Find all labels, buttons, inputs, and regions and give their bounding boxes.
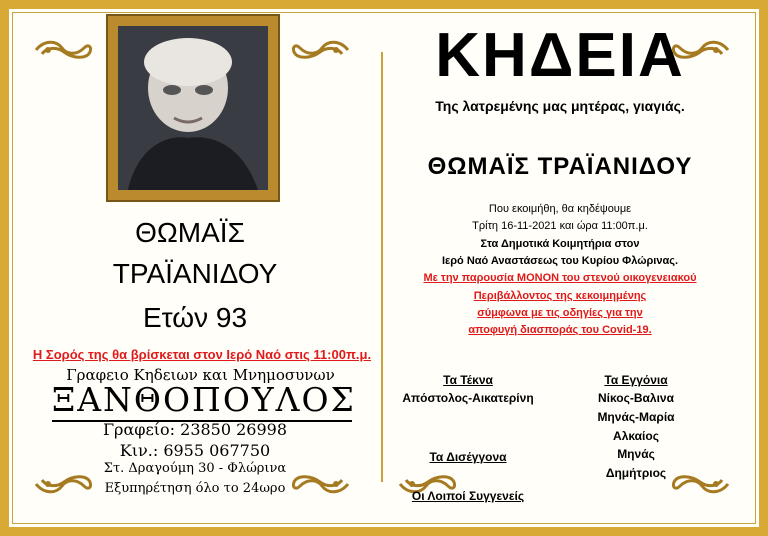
children-label: Τα Τέκνα bbox=[443, 373, 493, 387]
deceased-name: ΘΩΜΑΪΣ ΤΡΑΪΑΝΙΔΟΥ bbox=[427, 153, 693, 180]
portrait-photo bbox=[108, 16, 278, 200]
age: Ετών 93 bbox=[142, 302, 248, 333]
office-phone: Γραφείο: 23850 26998 bbox=[102, 420, 288, 439]
center-divider bbox=[381, 52, 383, 482]
tagline: Της λατρεμένης μας μητέρας, γιαγιάς. bbox=[435, 98, 685, 114]
page-title: ΚΗΔΕΙΑ bbox=[435, 21, 685, 90]
covid-line: αποφυγή διασποράς του Covid-19. bbox=[468, 324, 652, 336]
grandchild-name: Αλκαίος bbox=[613, 429, 659, 443]
funeral-line: Τρίτη 16-11-2021 και ώρα 11:00π.μ. bbox=[472, 220, 648, 232]
funeral-line: Στα Δημοτικά Κοιμητήρια στον bbox=[480, 238, 640, 250]
children-names: Απόστολος-Αικατερίνη bbox=[402, 391, 534, 405]
covid-line: Με την παρουσία ΜΟΝΟΝ του στενού οικογενειακού bbox=[423, 272, 697, 284]
address: Στ. Δραγούμη 30 - Φλώρινα bbox=[103, 461, 287, 476]
brand-name: ΞΑΝΘΟΠΟΥΛΟΣ bbox=[52, 380, 352, 422]
grandchild-name: Μηνάς bbox=[617, 447, 655, 461]
last-name: ΤΡΑΪΑΝΙΔΟΥ bbox=[112, 258, 278, 289]
funeral-line: Ιερό Ναό Αναστάσεως του Κυρίου Φλώρινας. bbox=[441, 255, 679, 267]
grandchild-name: Μηνάς-Μαρία bbox=[597, 410, 675, 424]
portrait-image bbox=[118, 26, 268, 190]
covid-line: σύμφωνα με τις οδηγίες για την bbox=[477, 307, 643, 319]
relatives-label: Οι Λοιποί Συγγενείς bbox=[411, 489, 525, 503]
flourish-icon bbox=[34, 38, 94, 62]
service-hours: Εξυπηρέτηση όλο το 24ωρο bbox=[104, 481, 286, 496]
funeral-line: Που εκοιμήθη, θα κηδέψουμε bbox=[488, 203, 632, 215]
great-grandchildren-label: Τα Δισέγγονα bbox=[429, 450, 507, 464]
flourish-icon bbox=[290, 38, 350, 62]
mobile-phone: Κιν.: 6955 067750 bbox=[119, 441, 271, 460]
coffin-notice: Η Σορός της θα βρίσκεται στον Ιερό Ναό στις 11:00π.μ. bbox=[32, 347, 372, 362]
covid-line: Περιβάλλοντος της κεκοιμημένης bbox=[473, 290, 647, 302]
grandchild-name: Νίκος-Βαλινα bbox=[598, 391, 674, 405]
grandchild-name: Δημήτριος bbox=[605, 466, 667, 480]
first-name: ΘΩΜΑΪΣ bbox=[135, 217, 245, 248]
office-title: Γραφειο Κηδειων και Μνημοσυνων bbox=[66, 366, 335, 384]
grandchildren-label: Τα Εγγόνια bbox=[604, 373, 668, 387]
